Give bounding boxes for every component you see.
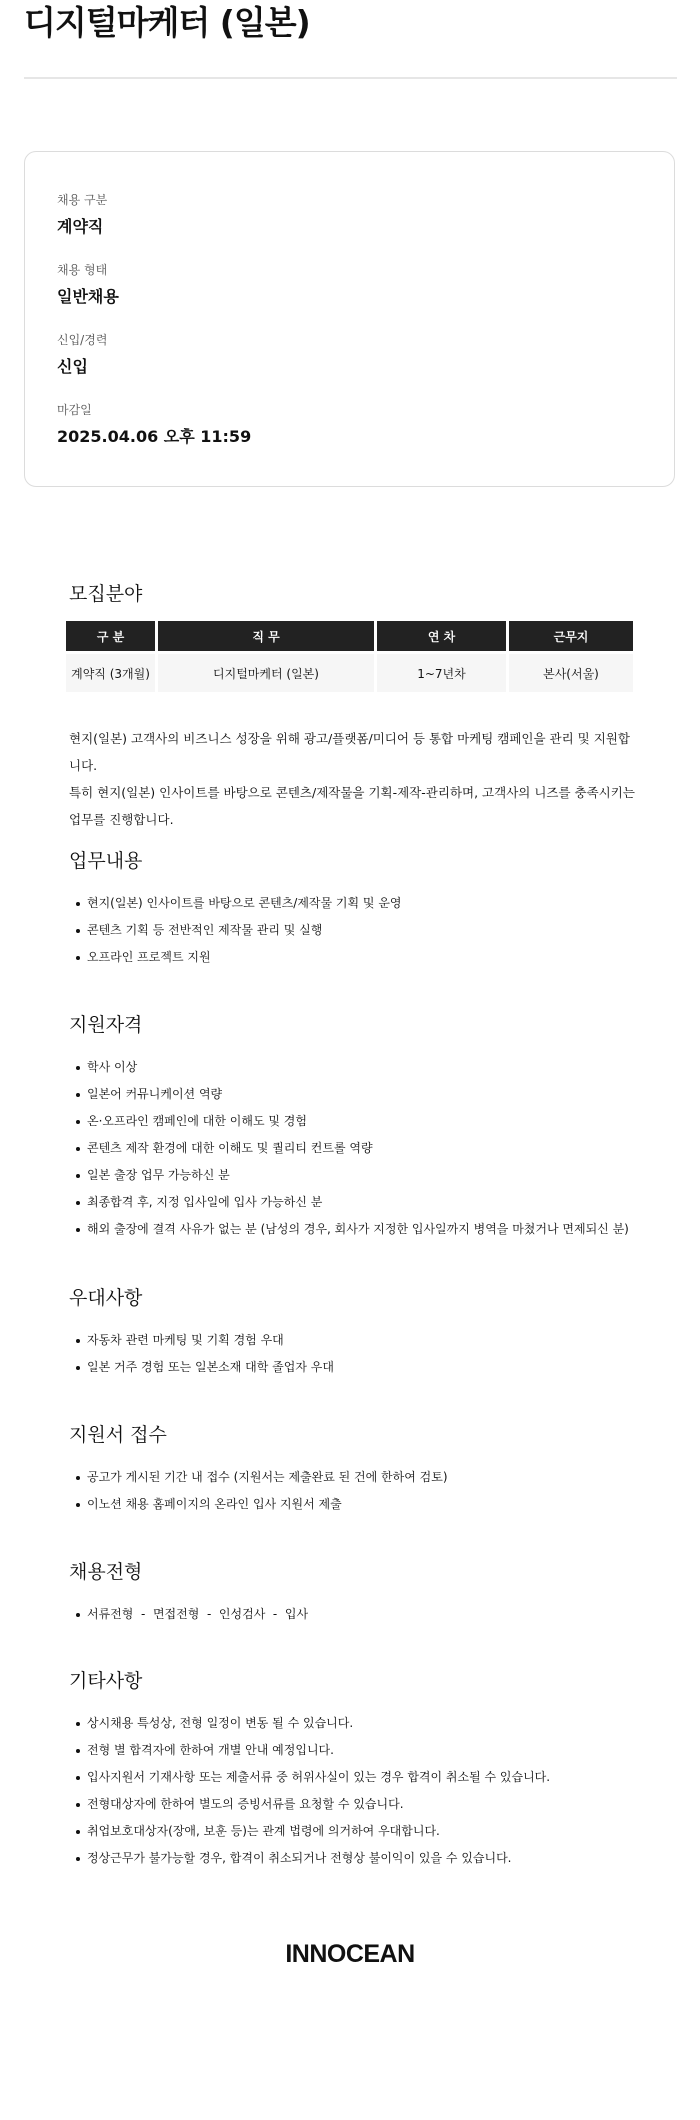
table-header-cell: 구 분	[66, 621, 155, 651]
list-item: 공고가 게시된 기간 내 접수 (지원서는 제출완료 된 건에 한하여 검토)	[69, 1464, 669, 1491]
process-section-title: 채용전형	[69, 1561, 143, 1583]
process-list	[69, 1601, 669, 1628]
list-item: 일본 거주 경험 또는 일본소재 대학 졸업자 우대	[69, 1354, 669, 1381]
recruit-section-title: 모집분야	[69, 583, 143, 605]
etc-section-title: 기타사항	[69, 1670, 143, 1692]
table-cell: 1~7년차	[377, 651, 506, 692]
list-item: 자동차 관련 마케팅 및 기획 경험 우대	[69, 1327, 669, 1354]
list-item: 전형 별 합격자에 한하여 개별 안내 예정입니다.	[69, 1737, 669, 1764]
recruit-table	[63, 621, 636, 692]
summary-value: 2025.04.06 오후 11:59	[57, 427, 252, 446]
list-item: 콘텐츠 제작 환경에 대한 이해도 및 퀄리티 컨트롤 역량	[69, 1135, 669, 1162]
qualifications-list	[69, 1054, 669, 1243]
duties-section-title: 업무내용	[69, 850, 143, 872]
list-item: 전형대상자에 한하여 별도의 증빙서류를 요청할 수 있습니다.	[69, 1791, 669, 1818]
description-line: 업무를 진행합니다.	[69, 812, 174, 827]
list-item: 해외 출장에 결격 사유가 없는 분 (남성의 경우, 회사가 지정한 입사일까지 병역을 마쳤거나 면제되신 분)	[69, 1216, 669, 1243]
description-line: 현지(일본) 고객사의 비즈니스 성장을 위해 광고/플랫폼/미디어 등 통합 마케팅 캠페인을 관리 및 지원합니다.	[69, 731, 630, 773]
application-section-title: 지원서 접수	[69, 1424, 167, 1446]
employment-category	[57, 192, 107, 238]
employment-type	[57, 262, 119, 308]
table-cell: 본사(서울)	[509, 651, 633, 692]
table-header-cell: 직 무	[158, 621, 374, 651]
list-item: 학사 이상	[69, 1054, 669, 1081]
summary-card	[24, 151, 675, 487]
list-item: 서류전형 - 면접전형 - 인성검사 - 입사	[69, 1601, 669, 1628]
list-item: 현지(일본) 인사이트를 바탕으로 콘텐츠/제작물 기획 및 운영	[69, 890, 669, 917]
duties-list	[69, 890, 669, 971]
summary-label: 신입/경력	[57, 333, 108, 347]
list-item: 최종합격 후, 지정 입사일에 입사 가능하신 분	[69, 1189, 669, 1216]
list-item: 이노션 채용 홈페이지의 온라인 입사 지원서 제출	[69, 1491, 669, 1518]
preferred-section-title: 우대사항	[69, 1287, 143, 1309]
list-item: 일본 출장 업무 가능하신 분	[69, 1162, 669, 1189]
table-header-cell: 근무지	[509, 621, 633, 651]
etc-list	[69, 1710, 669, 1872]
list-item: 취업보호대상자(장애, 보훈 등)는 관계 법령에 의거하여 우대합니다.	[69, 1818, 669, 1845]
list-item: 상시채용 특성상, 전형 일정이 변동 될 수 있습니다.	[69, 1710, 669, 1737]
table-row	[66, 651, 633, 692]
summary-label: 채용 형태	[57, 263, 108, 277]
qualifications-section-title: 지원자격	[69, 1014, 143, 1036]
career-level	[57, 332, 107, 378]
list-item: 온·오프라인 캠페인에 대한 이해도 및 경험	[69, 1108, 669, 1135]
summary-value: 계약직	[57, 217, 104, 236]
deadline	[57, 402, 251, 448]
application-list	[69, 1464, 669, 1518]
list-item: 일본어 커뮤니케이션 역량	[69, 1081, 669, 1108]
summary-label: 마감일	[57, 403, 92, 417]
table-cell: 계약직 (3개월)	[66, 651, 155, 692]
list-item: 정상근무가 불가능할 경우, 합격이 취소되거나 전형상 불이익이 있을 수 있습니다.	[69, 1845, 669, 1872]
table-header-cell: 연 차	[377, 621, 506, 651]
list-item: 입사지원서 기재사항 또는 제출서류 중 허위사실이 있는 경우 합격이 취소될 수 있습니다.	[69, 1764, 669, 1791]
summary-value: 신입	[57, 357, 88, 376]
innocean-logo: INNOCEAN	[285, 1940, 415, 1968]
table-header-row	[66, 621, 633, 651]
title-divider	[24, 77, 677, 79]
summary-value: 일반채용	[57, 287, 119, 306]
preferred-list	[69, 1327, 669, 1381]
table-cell: 디지털마케터 (일본)	[158, 651, 374, 692]
page-title: 디지털마케터 (일본)	[24, 3, 310, 42]
list-item: 콘텐츠 기획 등 전반적인 제작물 관리 및 실행	[69, 917, 669, 944]
job-description	[69, 725, 639, 833]
description-line: 특히 현지(일본) 인사이트를 바탕으로 콘텐츠/제작물을 기획-제작-관리하며, 고객사의 니즈를 충족시키는	[69, 785, 635, 800]
list-item: 오프라인 프로젝트 지원	[69, 944, 669, 971]
summary-label: 채용 구분	[57, 193, 108, 207]
